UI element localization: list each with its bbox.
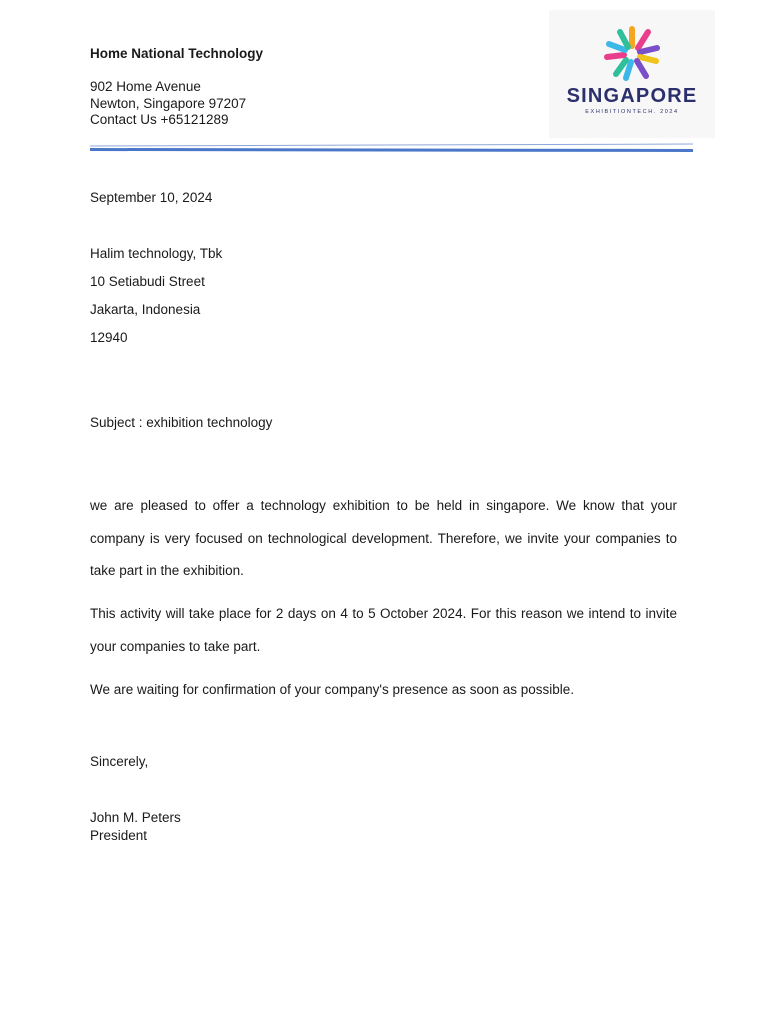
recipient-street: 10 Setiabudi Street (90, 274, 205, 289)
closing-salutation: Sincerely, (90, 754, 149, 769)
body-paragraph-1: we are pleased to offer a technology exhibition to be held in singapore. We know that your company is very focused on technological development. Therefore, we invite your companies to take part in the exhibition. (90, 498, 677, 578)
header-divider (90, 142, 693, 156)
signer-title: President (90, 828, 148, 843)
starburst-logo-icon (602, 24, 662, 84)
recipient-company: Halim technology, Tbk (90, 246, 223, 261)
sender-address-line1: 902 Home Avenue (90, 79, 201, 94)
letter-date: September 10, 2024 (90, 190, 213, 205)
letter-subject: Subject : exhibition technology (90, 415, 273, 430)
logo-title: SINGAPORE (566, 85, 698, 107)
company-logo (549, 10, 715, 138)
recipient-postal-code: 12940 (90, 330, 128, 345)
sender-contact: Contact Us +65121289 (90, 112, 229, 127)
sender-address-line2: Newton, Singapore 97207 (90, 95, 247, 111)
recipient-city: Jakarta, Indonesia (90, 302, 201, 317)
logo-subtitle: EXHIBITIONTECH. 2024 (585, 109, 679, 115)
body-paragraph-3: We are waiting for confirmation of your company's presence as soon as possible. (90, 682, 575, 697)
body-paragraph-2: This activity will take place for 2 days on 4 to 5 October 2024. For this reason we intend to invite your companies to take part. (90, 606, 677, 654)
sender-company-name: Home National Technology (90, 46, 264, 61)
signer-name: John M. Peters (90, 810, 181, 825)
sender-address (90, 79, 246, 129)
